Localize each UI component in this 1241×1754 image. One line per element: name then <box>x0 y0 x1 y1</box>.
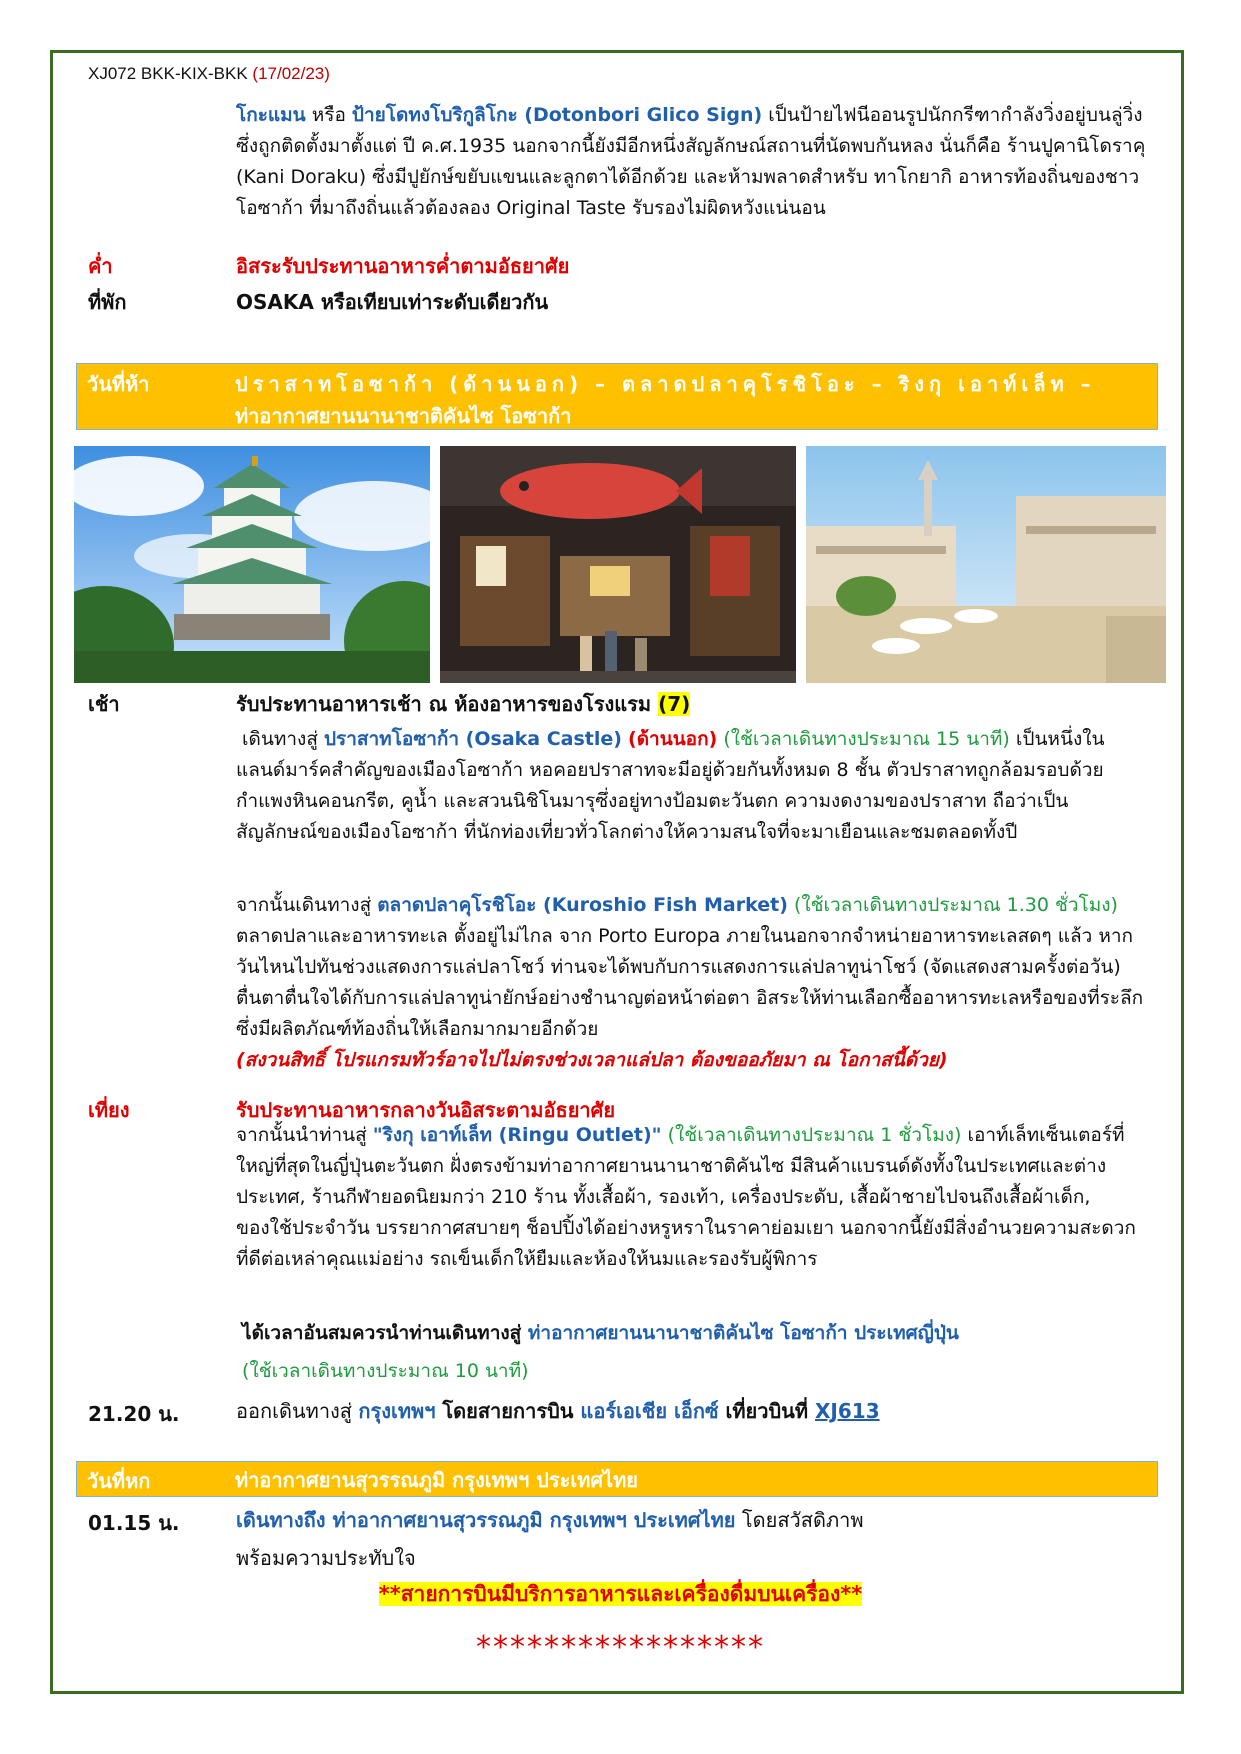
intro-paragraph <box>236 100 1146 224</box>
inflight-meal-note <box>0 1578 1241 1611</box>
breakfast-row <box>236 688 690 720</box>
rinku-outlet-photo <box>806 446 1166 683</box>
market-intro: จากนั้นเดินทางสู่ <box>236 894 378 916</box>
castle-outside: (ด้านนอก) <box>628 728 718 750</box>
market-description: ตลาดปลาและอาหารทะเล ตั้งอยู่ไม่ไกล จาก Porto Europa ภายในนอกจากจำหน่ายอาหารทะเลสดๆ แล้ว หากวันไหนไปทันช่วงแสดงการแล่ปลาโชว์ ท่านจะได้พบกับการแสดงการแล่ปลาทูน่าโชว์ (จัดแสดงสามครั้งต่อวัน) ตื่นตาตื่นใจได้กับการแล่ปลาทูน่ายักษ์อย่างชำนาญต่อหน้าต่อตา อิสระให้ท่านเลือกซื้ออาหารทะเลหรือของที่ระลึกซึ่งมีผลิตภัณฑ์ท้องถิ่นให้เลือกมากมายอีกด้วย <box>236 925 1144 1040</box>
fish-market-photo <box>440 446 796 683</box>
flight-out-airline-label: โดยสายการบิน <box>435 1399 581 1423</box>
intro-or: หรือ <box>305 104 352 126</box>
day5-label: วันที่ห้า <box>87 372 150 396</box>
outlet-name: "ริงกุ เอาท์เล็ท (Ringu Outlet)" <box>372 1124 662 1146</box>
airport-travel-time-text: (ใช้เวลาเดินทางประมาณ 10 นาที) <box>242 1360 529 1382</box>
dinner-label: ค่ำ <box>88 254 113 278</box>
lunch-text: รับประทานอาหารกลางวันอิสระตามอัธยาศัย <box>236 1098 616 1122</box>
airline-name: แอร์เอเชีย เอ็กซ์ <box>580 1399 719 1423</box>
castle-paragraph <box>236 724 1146 848</box>
hotel-label: ที่พัก <box>88 290 127 314</box>
page-frame <box>50 50 1184 1694</box>
airport-travel-time <box>236 1356 1146 1387</box>
market-warning: (สงวนสิทธิ์ โปรแกรมทัวร์อาจไปไม่ตรงช่วงเวลาแล่ปลา ต้องขออภัยมา ณ โอกาสนี้ด้วย) <box>236 1049 948 1071</box>
intro-description: เป็นป้ายไฟนีออนรูปนักกรีฑากำลังวิ่งอยู่บนลู่วิ่ง ซึ่งถูกติดตั้งมาตั้งแต่ ปี ค.ศ.1935 นอกจากนี้ยังมีอีกหนึ่งสัญลักษณ์สถานที่นัดพบกันหลง นั่นก็คือ ร้านปูคานิโดราคุ (Kani Doraku) ซึ่งมีปูยักษ์ขยับแขนและลูกตาได้อีกด้วย และห้ามพลาดสำหรับ ทาโกยากิ อาหารท้องถิ่นของชาวโอซาก้า ที่มาถึงถิ่นแล้วต้องลอง Original Taste รับรองไม่ผิดหวังแน่นอน <box>236 104 1146 219</box>
meal-number-badge: (7) <box>658 692 691 716</box>
day5-title <box>235 368 1145 432</box>
market-travel-time: (ใช้เวลาเดินทางประมาณ 1.30 ชั่วโมง) <box>793 894 1118 916</box>
flight-out-intro: ออกเดินทางสู่ <box>236 1399 359 1423</box>
outlet-intro: จากนั้นนำท่านสู่ <box>236 1124 373 1146</box>
tour-code-text: XJ072 BKK-KIX-BKK <box>88 64 248 83</box>
market-paragraph <box>236 890 1146 1076</box>
flight-out-time: 21.20 น. <box>88 1402 180 1426</box>
flight-out-row <box>236 1396 1146 1427</box>
airport-transfer <box>236 1318 1146 1349</box>
day6-title: ท่าอากาศยานสุวรรณภูมิ กรุงเทพฯ ประเทศไทย <box>235 1468 638 1492</box>
hotel-text: OSAKA หรือเทียบเท่าระดับเดียวกัน <box>236 290 549 314</box>
breakfast-label: เช้า <box>88 692 120 716</box>
castle-intro: เดินทางสู่ <box>242 728 324 750</box>
osaka-castle-photo <box>74 446 430 683</box>
day6-label: วันที่หก <box>87 1469 151 1493</box>
arrival-time: 01.15 น. <box>88 1511 180 1535</box>
airport-transfer-intro: ได้เวลาอันสมควรนำท่านเดินทางสู่ <box>242 1322 528 1344</box>
castle-description: เป็นหนึ่งในแลนด์มาร์คสำคัญของเมืองโอซาก้า หอคอยปราสาทจะมีอยู่ด้วยกันทั้งหมด 8 ชั้น ตัวปราสาทถูกล้อมรอบด้วยกำแพงหินคอนกรีต, คูน้ำ และสวนนิชิโนมารุซึ่งอยู่ทางป้อมตะวันตก ความงดงามของปราสาท ถือว่าเป็นสัญลักษณ์ของเมืองโอซาก้า ที่นักท่องเที่ยวทั่วโลกต่างให้ความสนใจที่จะมาเยือนและชมตลอดทั้งปี <box>236 728 1105 843</box>
end-stars: ***************** <box>476 1630 765 1665</box>
tour-code <box>88 64 330 84</box>
tour-date: (17/02/23) <box>252 64 330 83</box>
arrival-safely: โดยสวัสดิภาพ <box>735 1508 864 1532</box>
dinner-text: อิสระรับประทานอาหารค่ำตามอัธยาศัย <box>236 254 570 278</box>
arrival-place: เดินทางถึง ท่าอากาศยานสุวรรณภูมิ กรุงเทพฯ ประเทศไทย <box>236 1508 736 1532</box>
day5-band <box>76 363 1158 430</box>
outlet-travel-time: (ใช้เวลาเดินทางประมาณ 1 ชั่วโมง) <box>667 1124 962 1146</box>
inflight-meal-note-text: **สายการบินมีบริการอาหารและเครื่องดื่มบนเครื่อง** <box>378 1582 863 1606</box>
day5-title-line2: ท่าอากาศยานนานาชาติคันไซ โอซาก้า <box>235 404 572 428</box>
castle-name: ปราสาทโอซาก้า (Osaka Castle) <box>323 728 622 750</box>
kansai-airport: ท่าอากาศยานนานาชาติคันไซ โอซาก้า ประเทศญี่ปุ่น <box>527 1322 959 1344</box>
flight-number-label: เที่ยวบินที่ <box>718 1399 815 1423</box>
lunch-label: เที่ยง <box>88 1098 130 1122</box>
market-name: ตลาดปลาคุโรชิโอะ (Kuroshio Fish Market) <box>377 894 788 916</box>
intro-place-2: ป้ายโดทงโบริกูลิโกะ (Dotonbori Glico Sign) <box>351 104 763 126</box>
breakfast-text: รับประทานอาหารเช้า ณ ห้องอาหารของโรงแรม <box>236 692 652 716</box>
castle-travel-time: (ใช้เวลาเดินทางประมาณ 15 นาที) <box>723 728 1010 750</box>
flight-number: XJ613 <box>815 1399 880 1423</box>
intro-place-1: โกะแมน <box>236 104 306 126</box>
day6-band <box>76 1461 1158 1497</box>
outlet-paragraph <box>236 1120 1146 1275</box>
outlet-description: เอาท์เล็ทเซ็นเตอร์ที่ใหญ่ที่สุดในญี่ปุ่นตะวันตก ฝั่งตรงข้ามท่าอากาศยานนานาชาติคันไซ มีสินค้าแบรนด์ดังทั้งในประเทศและต่างประเทศ, ร้านกีฬายอดนิยมกว่า 210 ร้าน ทั้งเสื้อผ้า, รองเท้า, เครื่องประดับ, เสื้อผ้าชายไปจนถึงเสื้อผ้าเด็ก, ของใช้ประจำวัน บรรยากาศสบายๆ ช็อปปิ้งได้อย่างหรูหราในราคาย่อมเยา นอกจากนี้ยังมีสิ่งอำนวยความสะดวกที่ดีต่อเหล่าคุณแม่อย่าง รถเข็นเด็กให้ยืมและห้องให้นมและรองรับผู้พิการ <box>236 1124 1136 1270</box>
destination-bangkok: กรุงเทพฯ <box>358 1399 436 1423</box>
arrival-impression: พร้อมความประทับใจ <box>236 1546 416 1570</box>
arrival-row <box>236 1505 1146 1536</box>
day5-title-line1: ปราสาทโอซาก้า (ด้านนอก) – ตลาดปลาคุโรชิโอะ – ริงกุ เอาท์เล็ท – <box>235 372 1096 396</box>
